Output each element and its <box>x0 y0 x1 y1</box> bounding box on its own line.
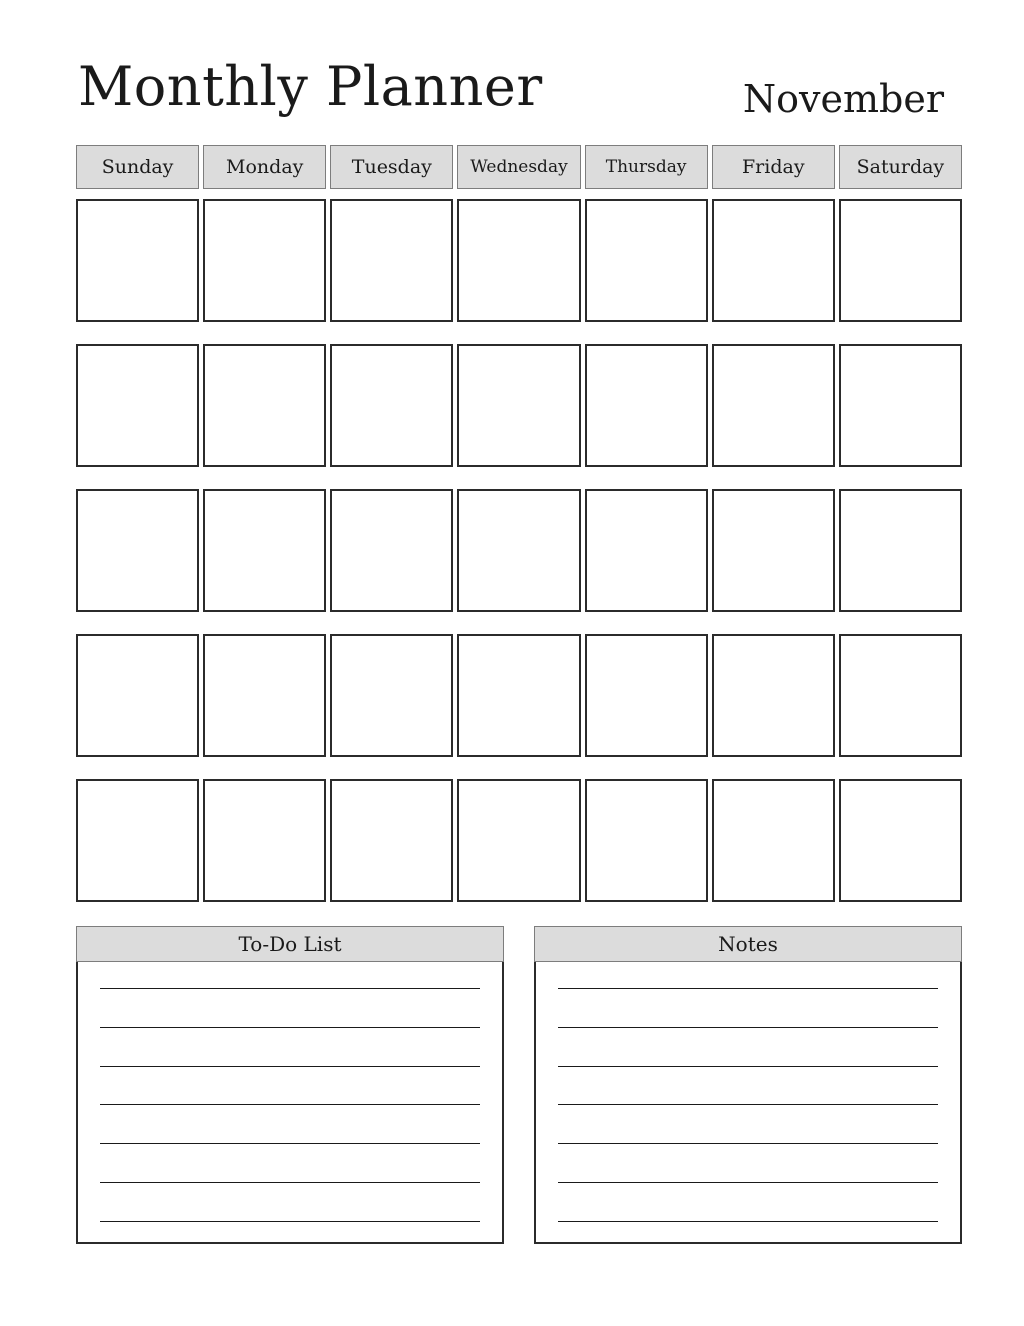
weekday-header-wednesday: Wednesday <box>457 145 580 189</box>
calendar-day-cell[interactable] <box>712 634 835 757</box>
calendar-day-cell[interactable] <box>457 779 580 902</box>
calendar-week-row <box>76 489 962 612</box>
calendar-day-cell[interactable] <box>585 634 708 757</box>
calendar-day-cell[interactable] <box>712 779 835 902</box>
todo-line[interactable] <box>100 1027 480 1028</box>
calendar-day-cell[interactable] <box>839 634 962 757</box>
calendar-day-cell[interactable] <box>330 779 453 902</box>
calendar-day-cell[interactable] <box>76 344 199 467</box>
calendar-day-cell[interactable] <box>330 489 453 612</box>
notes-line[interactable] <box>558 1027 938 1028</box>
bottom-panels <box>76 926 962 1244</box>
calendar-day-cell[interactable] <box>839 489 962 612</box>
weekday-header-monday: Monday <box>203 145 326 189</box>
calendar-day-cell[interactable] <box>203 344 326 467</box>
todo-line[interactable] <box>100 1143 480 1144</box>
page-header <box>76 56 962 132</box>
calendar-day-cell[interactable] <box>457 199 580 322</box>
month-label: November <box>742 77 944 121</box>
calendar-day-cell[interactable] <box>712 199 835 322</box>
notes-panel <box>534 926 962 1244</box>
calendar-day-cell[interactable] <box>203 489 326 612</box>
calendar-week-row <box>76 634 962 757</box>
calendar-day-cell[interactable] <box>203 779 326 902</box>
calendar-week-row <box>76 344 962 467</box>
todo-line[interactable] <box>100 988 480 989</box>
calendar-day-cell[interactable] <box>203 634 326 757</box>
todo-line[interactable] <box>100 1182 480 1183</box>
calendar-day-cell[interactable] <box>203 199 326 322</box>
calendar-day-cell[interactable] <box>839 779 962 902</box>
todo-line[interactable] <box>100 1104 480 1105</box>
todo-list-title: To-Do List <box>76 926 504 962</box>
todo-line[interactable] <box>100 1221 480 1222</box>
todo-line[interactable] <box>100 1066 480 1067</box>
page-title: Monthly Planner <box>78 55 543 118</box>
calendar-day-cell[interactable] <box>712 344 835 467</box>
calendar-day-cell[interactable] <box>585 199 708 322</box>
calendar-week-row <box>76 199 962 322</box>
calendar-grid <box>76 199 962 924</box>
weekday-header-saturday: Saturday <box>839 145 962 189</box>
calendar-day-cell[interactable] <box>839 344 962 467</box>
notes-line[interactable] <box>558 1182 938 1183</box>
weekday-header-row <box>76 145 962 189</box>
calendar-day-cell[interactable] <box>585 489 708 612</box>
weekday-header-thursday: Thursday <box>585 145 708 189</box>
calendar-day-cell[interactable] <box>76 489 199 612</box>
calendar-day-cell[interactable] <box>457 344 580 467</box>
notes-line[interactable] <box>558 988 938 989</box>
notes-line[interactable] <box>558 1066 938 1067</box>
calendar-day-cell[interactable] <box>76 779 199 902</box>
weekday-header-tuesday: Tuesday <box>330 145 453 189</box>
weekday-header-sunday: Sunday <box>76 145 199 189</box>
calendar-day-cell[interactable] <box>330 634 453 757</box>
todo-list-body[interactable] <box>76 962 504 1244</box>
calendar-day-cell[interactable] <box>585 779 708 902</box>
calendar-day-cell[interactable] <box>76 634 199 757</box>
calendar-day-cell[interactable] <box>712 489 835 612</box>
notes-line[interactable] <box>558 1104 938 1105</box>
notes-line[interactable] <box>558 1143 938 1144</box>
calendar-day-cell[interactable] <box>330 199 453 322</box>
notes-title: Notes <box>534 926 962 962</box>
notes-line[interactable] <box>558 1221 938 1222</box>
calendar-day-cell[interactable] <box>330 344 453 467</box>
calendar-day-cell[interactable] <box>76 199 199 322</box>
calendar-day-cell[interactable] <box>457 489 580 612</box>
todo-list-panel <box>76 926 504 1244</box>
weekday-header-friday: Friday <box>712 145 835 189</box>
calendar-day-cell[interactable] <box>585 344 708 467</box>
calendar-week-row <box>76 779 962 902</box>
calendar-day-cell[interactable] <box>839 199 962 322</box>
calendar-day-cell[interactable] <box>457 634 580 757</box>
notes-body[interactable] <box>534 962 962 1244</box>
